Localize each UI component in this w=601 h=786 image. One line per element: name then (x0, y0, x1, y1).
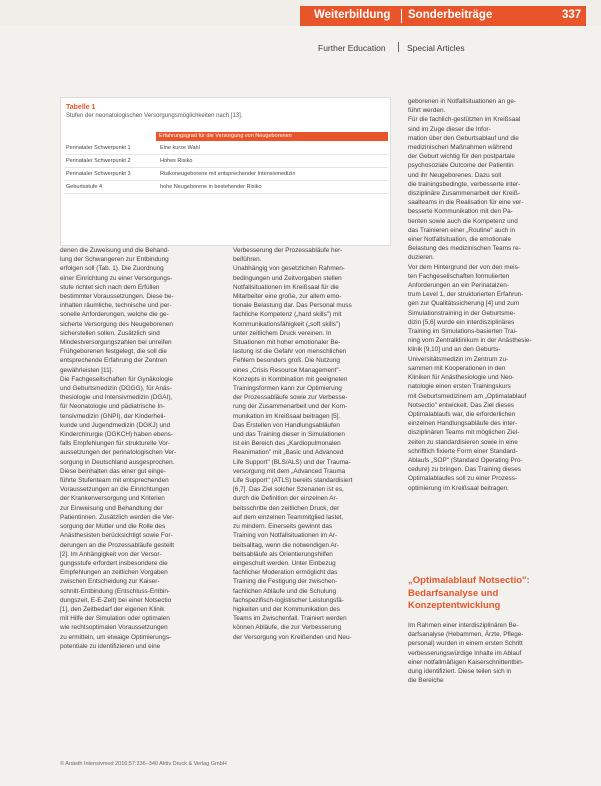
text-line: fachliche Kompetenz („hard skills") mit (233, 311, 342, 319)
text-line: sicherstellen sollen. Zusätzlich sind (60, 329, 160, 337)
table-header (156, 132, 388, 141)
body-column-right-lower (408, 621, 568, 685)
text-line: Verbesserung der Prozessabläufe her- (233, 247, 343, 254)
text-line: thesiologie und Intensivmedizin (DGAI), (60, 394, 173, 402)
text-line: Universitätsmedizin im Zentrum zu- (408, 355, 509, 363)
text-line: falls Empfehlungen für strukturelle Vor- (60, 440, 171, 448)
text-line: gewährleisten [11]. (60, 366, 114, 374)
table-cell-desc: hohe Neugeborene in bestehender Risiko (160, 184, 262, 190)
text-line: medizinischen Maßnahmen während (408, 144, 513, 152)
text-line: psychosoziale Outcome der Patientin (408, 162, 514, 170)
table-cell-level: Perinataler Schwerpunkt 3 (66, 171, 131, 177)
text-line: lung der Schwangeren zur Entbindung (60, 256, 169, 264)
table-cell-desc: Eine kurze Wahl (160, 145, 200, 151)
text-line: entsprechende Erfahrung der Zentren (60, 357, 167, 365)
text-line: disziplinäre Zusammenarbeit der Kreiß- (408, 190, 520, 198)
text-line: mation über den Geburtsablauf und die (408, 134, 519, 142)
table-caption: Stufen der neonatologischen Versorgungsmöglichkeiten nach [13]. (66, 113, 243, 119)
text-line: higkeiten und der Kommunikation des (233, 605, 340, 613)
text-line: beiführen. (233, 256, 262, 264)
text-line: Anästhesisten berücksichtigt sowie For- (60, 532, 173, 540)
text-line: fachspezifisch-logistischer Leistungsfä- (233, 596, 344, 604)
section-left-label: Weiterbildung (314, 9, 391, 21)
text-line: personal) wurden in einem ersten Schritt (408, 640, 523, 648)
header-banner (300, 6, 586, 26)
text-line: Im Rahmen einer interdisziplinären Be- (408, 622, 519, 629)
header-divider (401, 9, 402, 23)
table-row (65, 181, 388, 194)
text-line: sind im Zuge dieser die Infor- (408, 125, 491, 133)
footer-citation: © Anästh Intensivmed 2016;57:336–340 Aktiv Druck & Verlag GmbH (60, 761, 227, 767)
text-line: auf dem einzelnen Teammitglied lastet, (233, 513, 344, 521)
text-line: Diese beinhalten das einer gut einge- (60, 467, 166, 475)
text-line: der Versorgung von Kreißenden und Neu- (233, 633, 352, 641)
text-line: Reanimation" mit „Basic und Advanced (233, 449, 344, 457)
text-line: einer Einrichtung zu einer Versorgungs- (60, 274, 173, 282)
subtitle-right: Special Articles (407, 43, 465, 53)
text-line: Kliniken für Anästhesiologie und Neo- (408, 374, 515, 382)
text-line: sicherte Versorgung des Neugeborenen (60, 320, 173, 328)
text-line: mit Geburtsmedizinern am „Optimalablauf (408, 392, 527, 400)
text-line: saalteams in die Realisation für eine ver- (408, 199, 524, 207)
page-number: 337 (562, 9, 582, 21)
text-line: die Bereiche (408, 677, 444, 685)
body-column-right (408, 97, 568, 493)
text-line: [2]. Im Anhängigkeit von der Versor- (60, 550, 162, 558)
text-line: Kommunikationsfähigkeit („soft skills") (233, 320, 341, 328)
text-line: Konzepts in Kombination mit geeigneten (233, 375, 348, 383)
text-line: stufe richtet sich nach dem Erfüllen (60, 283, 160, 291)
text-line: führte Stufenteam mit entsprechenden (60, 477, 169, 485)
text-line: führt werden. (408, 107, 446, 115)
text-line: ist ein Bereich des „Kardiopulmonalen (233, 440, 341, 448)
text-line: Life Support" (ATLS) bereits standardisiert (233, 477, 353, 485)
table-cell-level: Perinataler Schwerpunkt 2 (66, 158, 131, 164)
text-line: [6,7]. Das Ziel solcher Szenarien ist es, (233, 486, 344, 494)
text-line: beitsschritte den zeitlichen Druck, der (233, 504, 340, 512)
text-line: besserte Kommunikation mit den Pa- (408, 208, 513, 216)
subtitle-left: Further Education (318, 43, 386, 53)
text-line: Die Fachgesellschaften für Gynäkologie (60, 375, 173, 383)
text-line: durch die Definition der einzelnen Ar- (233, 495, 338, 503)
table-row (65, 168, 388, 181)
text-line: Frühgeborenen festgelegt, die soll die (60, 348, 167, 356)
table-cell-level: Perinataler Schwerpunkt 1 (66, 145, 131, 151)
text-line: Notsectio" entwickelt. Das Ziel dieses (408, 401, 514, 409)
text-line: lastung ist die Gefahr von menschlichen (233, 348, 347, 356)
text-line: sammen mit Kooperationen in den (408, 364, 506, 372)
text-line: schnitt-Entbindung (Entschluss-Entbin- (60, 587, 171, 595)
text-line: tionale Belastung dar. Das Personal muss (233, 302, 352, 310)
text-line: und Geburtsmedizin (DGGG), für Anäs- (60, 385, 172, 393)
text-line: unter zeitlichem Druck vereinen. In (233, 329, 332, 337)
text-line: tensivmedizin (GNPI), der Kinderheil- (60, 412, 166, 420)
section-right-label: Sonderbeiträge (408, 9, 493, 21)
text-line: rung der Zusammenarbeit und der Kom- (233, 403, 348, 411)
text-line: Mitarbeiter eine große, zur allem emo- (233, 293, 342, 301)
text-line: dungszeit, E-E-Zeit) bei einer Notsectio (60, 596, 172, 604)
text-line: derungen an die Prozessabläufe gestellt (60, 541, 175, 549)
text-line: Fehlern besonders groß. Die Nutzung (233, 357, 340, 365)
text-line: zu ermitteln, um etwaige Optimierungs- (60, 633, 172, 641)
text-line: Life Support" (BLS/ALS) und der Trauma- (233, 458, 351, 466)
text-line: schriftlich fixierte Form einer Standard- (408, 447, 518, 455)
text-line: Das Erstellen von Handlungsabläufen (233, 421, 340, 429)
text-line: Trainingsformen kann zur Optimierung (233, 385, 342, 393)
text-line: Teams im Zwischenfall. Trainiert werden (233, 615, 347, 623)
text-line: zu mindern. Einerseits gewinnt das (233, 523, 333, 531)
text-line: Situationen mit hoher emotionaler Be- (233, 339, 341, 347)
text-line: sorgung in Deutschland ausgesprochen. (60, 458, 175, 466)
text-line: darfsanalyse (Hebammen, Ärzte, Pflege- (408, 631, 524, 639)
text-line: gen zur Qualitätssicherung [4] und zum (408, 300, 520, 308)
text-line: Training von Notfallsituationen im Ar- (233, 532, 338, 540)
text-line: einer notfallmäßigen Kaiserschnittentbin- (408, 658, 524, 666)
text-line: dung identifiziert. Diese teilen sich in (408, 668, 512, 676)
text-line: potentiale zu identifizieren und eine (60, 642, 161, 650)
text-line: eingeschult werden. Unter Einbezug (233, 559, 336, 567)
text-line: Ablaufs „SOP" (Standard Operating Pro- (408, 456, 523, 464)
text-line: kunde und Jugendmedizin (DGKJ) und (60, 421, 171, 429)
subtitle-divider (398, 42, 399, 52)
table-row (65, 142, 388, 155)
text-line: trum Level 1, der strukturierten Erfahrun- (408, 291, 524, 299)
text-line: Simulationstraining in der Geburtsme- (408, 309, 516, 317)
table-cell-level: Geburtsstufe 4 (66, 184, 103, 190)
table-cell-desc: Hohes Risiko (160, 158, 193, 164)
text-line: fachlichen Abläufe und die Schulung (233, 587, 337, 595)
text-line: verbesserungswürdige Inhalte im Ablauf (408, 649, 522, 657)
text-line: zur Einweisung und Behandlung der (60, 504, 163, 512)
text-line: geborenen in Notfallsituationen an ge- (408, 98, 517, 105)
text-line: ning vom Zentralklinikum in der Anästhesie- (408, 337, 532, 345)
text-line: optimierung im Kreißsaal beitragen. (408, 484, 509, 492)
header-bar (0, 0, 601, 25)
text-line: Vor dem Hintergrund der von den meis- (408, 263, 520, 271)
text-line: beitsalltag, wenn die notwendigen Ar- (233, 541, 339, 549)
text-line: aussetzungen der perinatologischen Ver- (60, 449, 177, 457)
text-line: duzieren. (408, 254, 435, 262)
text-line: disziplinären Teams mit möglichen Ziel- (408, 429, 520, 437)
text-line: erfolgen soll (Tab. 1). Die Zuordnung (60, 265, 164, 273)
table-header-label: Erfahrungsgrad für die Versorgung von Neugeborenen (159, 133, 292, 139)
table-row (65, 155, 388, 168)
text-line: einzelnen Handlungsabläufe des inter- (408, 420, 518, 428)
text-line: Mindestversorgungszahlen bei unreifen (60, 339, 172, 347)
text-line: Unabhängig von gesetzlichen Rahmen- (233, 265, 345, 273)
text-line: inhalten räumliche, technische und per- (60, 302, 172, 310)
text-line: Patientinnen. Zusätzlich werden die Ver- (60, 513, 175, 521)
text-line: eines „Crisis Resource Management"- (233, 366, 341, 374)
text-line: wie rechtsoptimalen Voraussetzungen (60, 624, 168, 632)
text-line: versorgung mit dem „Advanced Trauma (233, 467, 346, 475)
text-line: Für die fachlich-gestützten im Kreißsaal (408, 116, 521, 124)
table-1 (60, 97, 391, 246)
text-line: der Prozessabläufe sowie zur Verbesse- (233, 394, 348, 402)
text-line: cedure) zu bringen. Das Training dieses (408, 466, 521, 474)
text-line: natologie einen ersten Trainingskurs (408, 383, 511, 391)
text-line: die trainingsbedingte, verbesserte inter- (408, 180, 521, 188)
text-line: Optimalablaufs war, die erforderlichen (408, 410, 516, 418)
text-line: sorgung der Mutter und die Rolle des (60, 523, 166, 531)
text-line: fachlicher Moderation ermöglicht das (233, 569, 338, 577)
text-line: zeiten zu standardisieren sowie in eine (408, 438, 518, 446)
text-line: für Neonatologie und pädiatrische In- (60, 403, 165, 411)
text-line: Voraussetzungen an die Einrichtungen (60, 486, 170, 494)
text-line: [1], den Zeitbedarf der eigenen Klinik (60, 605, 165, 613)
text-line: zwischen Entscheidung zur Kaiser- (60, 578, 160, 586)
text-line: Anforderungen an ein Perinatalzen- (408, 282, 509, 290)
text-line: munikation im Kreißsaal beitragen [5]. (233, 412, 341, 420)
text-line: und ihr Neugeborenes. Dazu soll (408, 171, 502, 179)
text-line: sonelle Anforderungen, welche die ge- (60, 311, 169, 319)
text-line: Optimalablaufes soll zu einer Prozess- (408, 475, 518, 483)
text-line: denen die Zuweisung und die Behand- (60, 247, 170, 254)
text-line: gungsstufe erfordert insbesondere die (60, 559, 168, 567)
body-column-middle (233, 246, 393, 642)
text-line: Notfallsituationen im Kreißsaal für die (233, 283, 339, 291)
text-line: der Krankenversorgung und Kriterien (60, 495, 165, 503)
text-line: und das Training dieser in Simulationen (233, 431, 345, 439)
table-title: Tabelle 1 (66, 104, 96, 111)
text-line: Training die Festigung der zwischen- (233, 578, 338, 586)
section-heading: „Optimalablauf Notsectio": Bedarfsanalyse und Konzeptentwicklung (408, 575, 530, 611)
text-line: Belastung des medizinischen Teams re- (408, 245, 521, 253)
text-line: das Trainieren einer „Routine" auch in (408, 226, 516, 234)
text-line: mit Hilfe der Simulation oder optimalen (60, 615, 170, 623)
text-line: einer Notfallsituation, die emotionale (408, 236, 512, 244)
text-line: Kinderchirurgie (DGKCH) haben ebens- (60, 431, 173, 439)
body-column-left (60, 246, 220, 651)
text-line: ten Fachgesellschaften formulierten (408, 272, 510, 280)
table-cell-desc: Risikoneugeborene mit entsprechender Intensivmedizin (160, 171, 296, 177)
text-line: bestimmter Voraussetzungen. Diese be- (60, 293, 174, 301)
text-line: dizin [5,6] wurde ein interdisziplinäres (408, 318, 515, 326)
text-line: Training im Simulations-basierten Trai- (408, 328, 518, 336)
text-line: beitsabläufe als Orientierungshilfen (233, 550, 333, 558)
text-line: können Abläufe, die zur Verbesserung (233, 624, 342, 632)
text-line: der Geburt wichtig für den postpartale (408, 153, 515, 161)
text-line: klinik [9,10] und an den Geburts- (408, 346, 501, 354)
text-line: Empfehlungen an zeitlichen Vorgaben (60, 569, 168, 577)
text-line: bedingungen und Zeitvorgaben stellen (233, 274, 342, 282)
text-line: tienten sowie auch die Kompetenz und (408, 217, 518, 225)
